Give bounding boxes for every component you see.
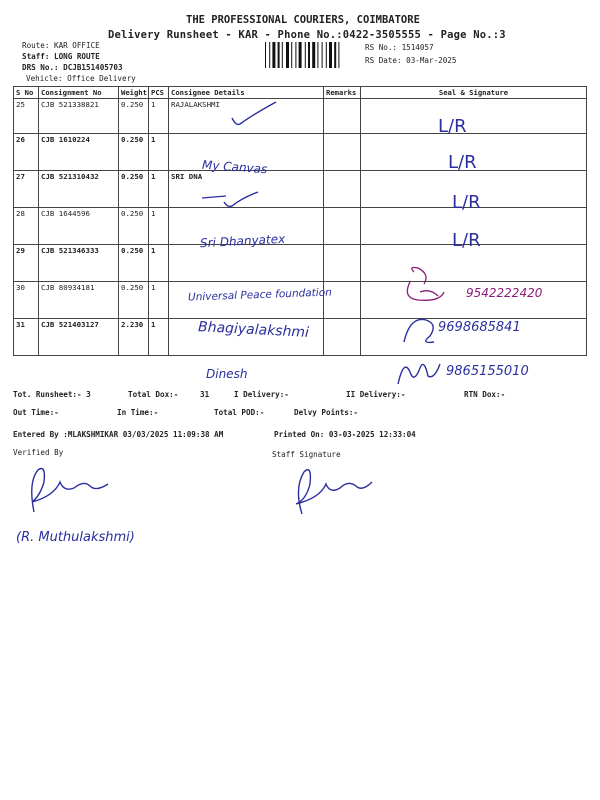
cell-sno: 27 xyxy=(14,171,39,208)
rtn-dox: RTN Dox:- xyxy=(464,390,506,399)
cell-remarks xyxy=(324,134,361,171)
entered-by: Entered By :MLAKSHMIKAR 03/03/2025 11:09:38 AM xyxy=(13,430,224,439)
handwritten-consignee: Sri Dhanyatex xyxy=(199,231,286,251)
cell-remarks xyxy=(324,171,361,208)
cell-sno: 30 xyxy=(14,282,39,319)
cell-remarks xyxy=(324,208,361,245)
cell-pcs: 1 xyxy=(149,134,169,171)
tot-runsheet: Tot. Runsheet:- 3 xyxy=(13,390,91,399)
drs-label: DRS No.: DCJB151405703 xyxy=(22,63,123,72)
verifier-signature xyxy=(24,462,114,518)
cell-seal xyxy=(361,99,587,134)
cell-consignment: CJB 80934181 xyxy=(39,282,119,319)
in-time: In Time:- xyxy=(117,408,159,417)
handwritten-consignee: Bhagiyalakshmi xyxy=(197,319,310,341)
cell-sno: 31 xyxy=(14,319,39,356)
signature-scribble xyxy=(394,350,444,390)
cell-weight: 0.250 xyxy=(119,171,149,208)
total-pod: Total POD:- xyxy=(214,408,265,417)
handwritten-consignee: Universal Peace foundation xyxy=(187,286,333,304)
cell-consignment: CJB 1644596 xyxy=(39,208,119,245)
cell-pcs: 1 xyxy=(149,282,169,319)
cell-weight: 0.250 xyxy=(119,99,149,134)
cell-pcs: 1 xyxy=(149,245,169,282)
cell-remarks xyxy=(324,245,361,282)
rs-number: RS No.: 1514057 xyxy=(365,43,434,52)
handwritten-consignee: Dinesh xyxy=(206,367,248,381)
verified-by-label: Verified By xyxy=(13,448,64,457)
table-row xyxy=(14,99,587,134)
company-title: THE PROFESSIONAL COURIERS, COIMBATORE xyxy=(186,14,420,26)
col-consignment: Consignment No xyxy=(39,87,119,99)
seal-signature: L/R xyxy=(452,230,481,251)
strike-mark xyxy=(200,190,230,206)
total-dox-label: Total Dox:- xyxy=(128,390,179,399)
cell-consignee xyxy=(169,245,324,282)
cell-pcs: 1 xyxy=(149,171,169,208)
ii-delivery: II Delivery:- xyxy=(346,390,406,399)
signature-scribble xyxy=(400,262,460,306)
cell-consignee: SRI DNA xyxy=(169,171,324,208)
runsheet-subtitle: Delivery Runsheet - KAR - Phone No.:0422-3505555 - Page No.:3 xyxy=(108,29,506,41)
vehicle-label: Vehicle: Office Delivery xyxy=(26,74,136,83)
col-consignee: Consignee Details xyxy=(169,87,324,99)
staff-signature-label: Staff Signature xyxy=(272,450,341,459)
seal-signature: L/R xyxy=(438,116,467,137)
cell-sno: 28 xyxy=(14,208,39,245)
cell-consignee: RAJALAKSHMI xyxy=(169,99,324,134)
cell-consignment: CJB 521338821 xyxy=(39,99,119,134)
cell-sno: 26 xyxy=(14,134,39,171)
seal-signature: L/R xyxy=(448,152,477,173)
handwritten-consignee: My Canvas xyxy=(201,157,268,177)
rs-date: RS Date: 03-Mar-2025 xyxy=(365,56,457,65)
table-row xyxy=(14,208,587,245)
verifier-name: (R. Muthulakshmi) xyxy=(16,530,135,545)
seal-phone: 9542222420 xyxy=(466,286,543,300)
cell-weight: 0.250 xyxy=(119,245,149,282)
cell-pcs: 1 xyxy=(149,319,169,356)
runsheet-table xyxy=(13,86,587,356)
col-pcs: PCS xyxy=(149,87,169,99)
seal-signature: L/R xyxy=(452,192,481,213)
seal-phone: 9865155010 xyxy=(446,364,529,379)
i-delivery: I Delivery:- xyxy=(234,390,289,399)
cell-consignment: CJB 521403127 xyxy=(39,319,119,356)
checkmark-mark xyxy=(230,100,280,130)
cell-consignment: CJB 521310432 xyxy=(39,171,119,208)
cell-pcs: 1 xyxy=(149,208,169,245)
staff-label: Staff: LONG ROUTE xyxy=(22,52,100,61)
cell-pcs: 1 xyxy=(149,99,169,134)
printed-on: Printed On: 03-03-2025 12:33:04 xyxy=(274,430,416,439)
cell-remarks xyxy=(324,319,361,356)
seal-phone: 9698685841 xyxy=(438,320,521,335)
out-time: Out Time:- xyxy=(13,408,59,417)
cell-weight: 2.230 xyxy=(119,319,149,356)
table-row xyxy=(14,245,587,282)
route-label: Route: KAR OFFICE xyxy=(22,41,100,50)
cell-weight: 0.250 xyxy=(119,208,149,245)
table-header-row xyxy=(14,87,587,99)
total-dox-value: 31 xyxy=(200,390,210,399)
cell-sno: 29 xyxy=(14,245,39,282)
col-sno: S No xyxy=(14,87,39,99)
table-row xyxy=(14,134,587,171)
table-row xyxy=(14,171,587,208)
cell-consignment: CJB 1610224 xyxy=(39,134,119,171)
cell-consignment: CJB 521346333 xyxy=(39,245,119,282)
cell-weight: 0.250 xyxy=(119,134,149,171)
staff-signature xyxy=(286,462,376,518)
barcode xyxy=(265,42,358,68)
delvy-points: Delvy Points:- xyxy=(294,408,359,417)
cell-sno: 25 xyxy=(14,99,39,134)
col-remarks: Remarks xyxy=(324,87,361,99)
cell-remarks xyxy=(324,99,361,134)
col-weight: Weight xyxy=(119,87,149,99)
col-seal: Seal & Signature xyxy=(361,87,587,99)
cell-weight: 0.250 xyxy=(119,282,149,319)
